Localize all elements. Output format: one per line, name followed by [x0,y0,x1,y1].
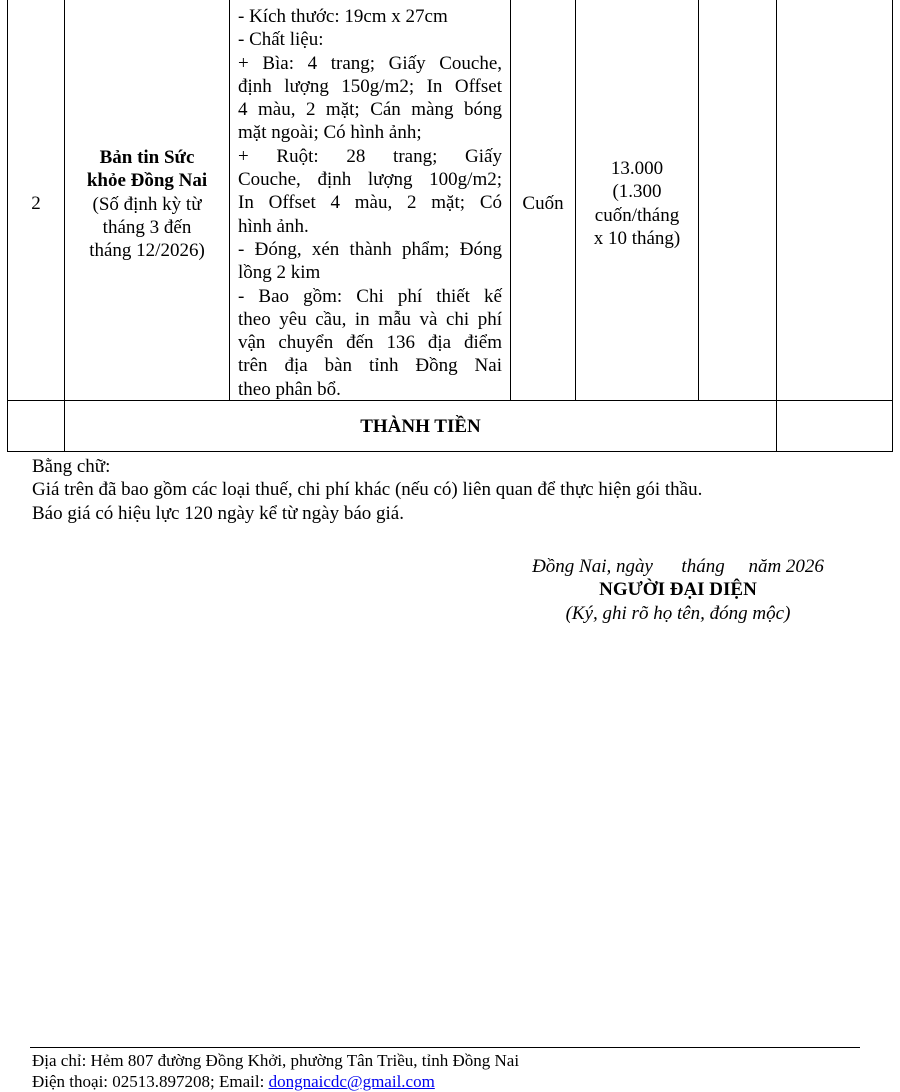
row-item-name [65,146,229,262]
amount-in-words-label: Bằng chữ: [32,456,111,477]
description-line: lồng 2 kim [238,262,321,284]
price-note: Giá trên đã bao gồm các loại thuế, chi phí khác (nếu có) liên quan để thực hiện gói thầu. [32,479,703,501]
item-name-bold-line: Bản tin Sức [99,147,195,168]
footer-address: Địa chỉ: Hẻm 807 đường Đồng Khởi, phường Tân Triều, tỉnh Đồng Nai [32,1051,520,1070]
place-date: Đồng Nai, ngày tháng năm 2026 [532,556,824,577]
table-col-divider [229,0,230,401]
description-line: - Đóng, xén thành phẩm; Đóng [238,238,502,260]
description-line: hình ảnh. [238,215,309,237]
description-line: - Kích thước: 19cm x 27cm [238,6,448,27]
table-border-left [7,0,8,452]
table-col-divider [776,0,777,452]
item-name-line: tháng 12/2026) [89,240,205,262]
description-line: theo yêu cầu, in mẫu và chi phí [238,308,502,330]
validity-note: Báo giá có hiệu lực 120 ngày kể từ ngày báo giá. [32,502,404,524]
row-unit: Cuốn [522,193,564,214]
footer-email-link[interactable]: dongnaicdc@gmail.com [268,1072,435,1091]
quantity-line: x 10 tháng) [593,227,681,249]
quantity-line: (1.300 [612,181,662,203]
total-label: THÀNH TIỀN [360,416,481,437]
description-line: định lượng 150g/m2; In Offset [238,75,502,97]
description-line: theo phân bổ. [238,378,341,400]
footer-contact [32,1071,872,1092]
representative-title: NGƯỜI ĐẠI DIỆN [599,579,757,601]
table-col-divider [698,0,699,401]
description-line: mặt ngoài; Có hình ảnh; [238,122,422,144]
item-name-line: (Số định kỳ từ [92,193,202,215]
description-line: + Bìa: 4 trang; Giấy Couche, [238,52,502,74]
footer-divider [30,1047,860,1048]
description-line: - Bao gồm: Chi phí thiết kế [238,285,502,307]
quantity-line: 13.000 [610,158,664,179]
description-line: trên địa bàn tỉnh Đồng Nai [238,355,502,377]
description-line: In Offset 4 màu, 2 mặt; Có [238,192,502,214]
row-stt: 2 [31,193,41,214]
signature-block [490,555,866,625]
description-line: 4 màu, 2 mặt; Cán màng bóng [238,99,502,121]
description-line: + Ruột: 28 trang; Giấy [238,145,502,167]
item-name-line: tháng 3 đến [102,216,192,238]
quantity-line: cuốn/tháng [594,204,680,226]
footer [32,1050,872,1092]
description-line: - Chất liệu: [238,29,324,51]
row-description [238,5,502,401]
description-line: Couche, định lượng 100g/m2; [238,169,502,191]
table-border-right [892,0,893,452]
row-quantity [576,157,698,250]
notes [32,455,882,525]
footer-phone: Điện thoại: 02513.897208; Email: [32,1072,269,1091]
description-line: vận chuyển đến 136 địa điểm [238,332,502,354]
table-border-bottom [7,451,893,452]
item-name-bold-line: khỏe Đồng Nai [86,170,208,192]
signature-instruction: (Ký, ghi rõ họ tên, đóng mộc) [565,602,791,624]
